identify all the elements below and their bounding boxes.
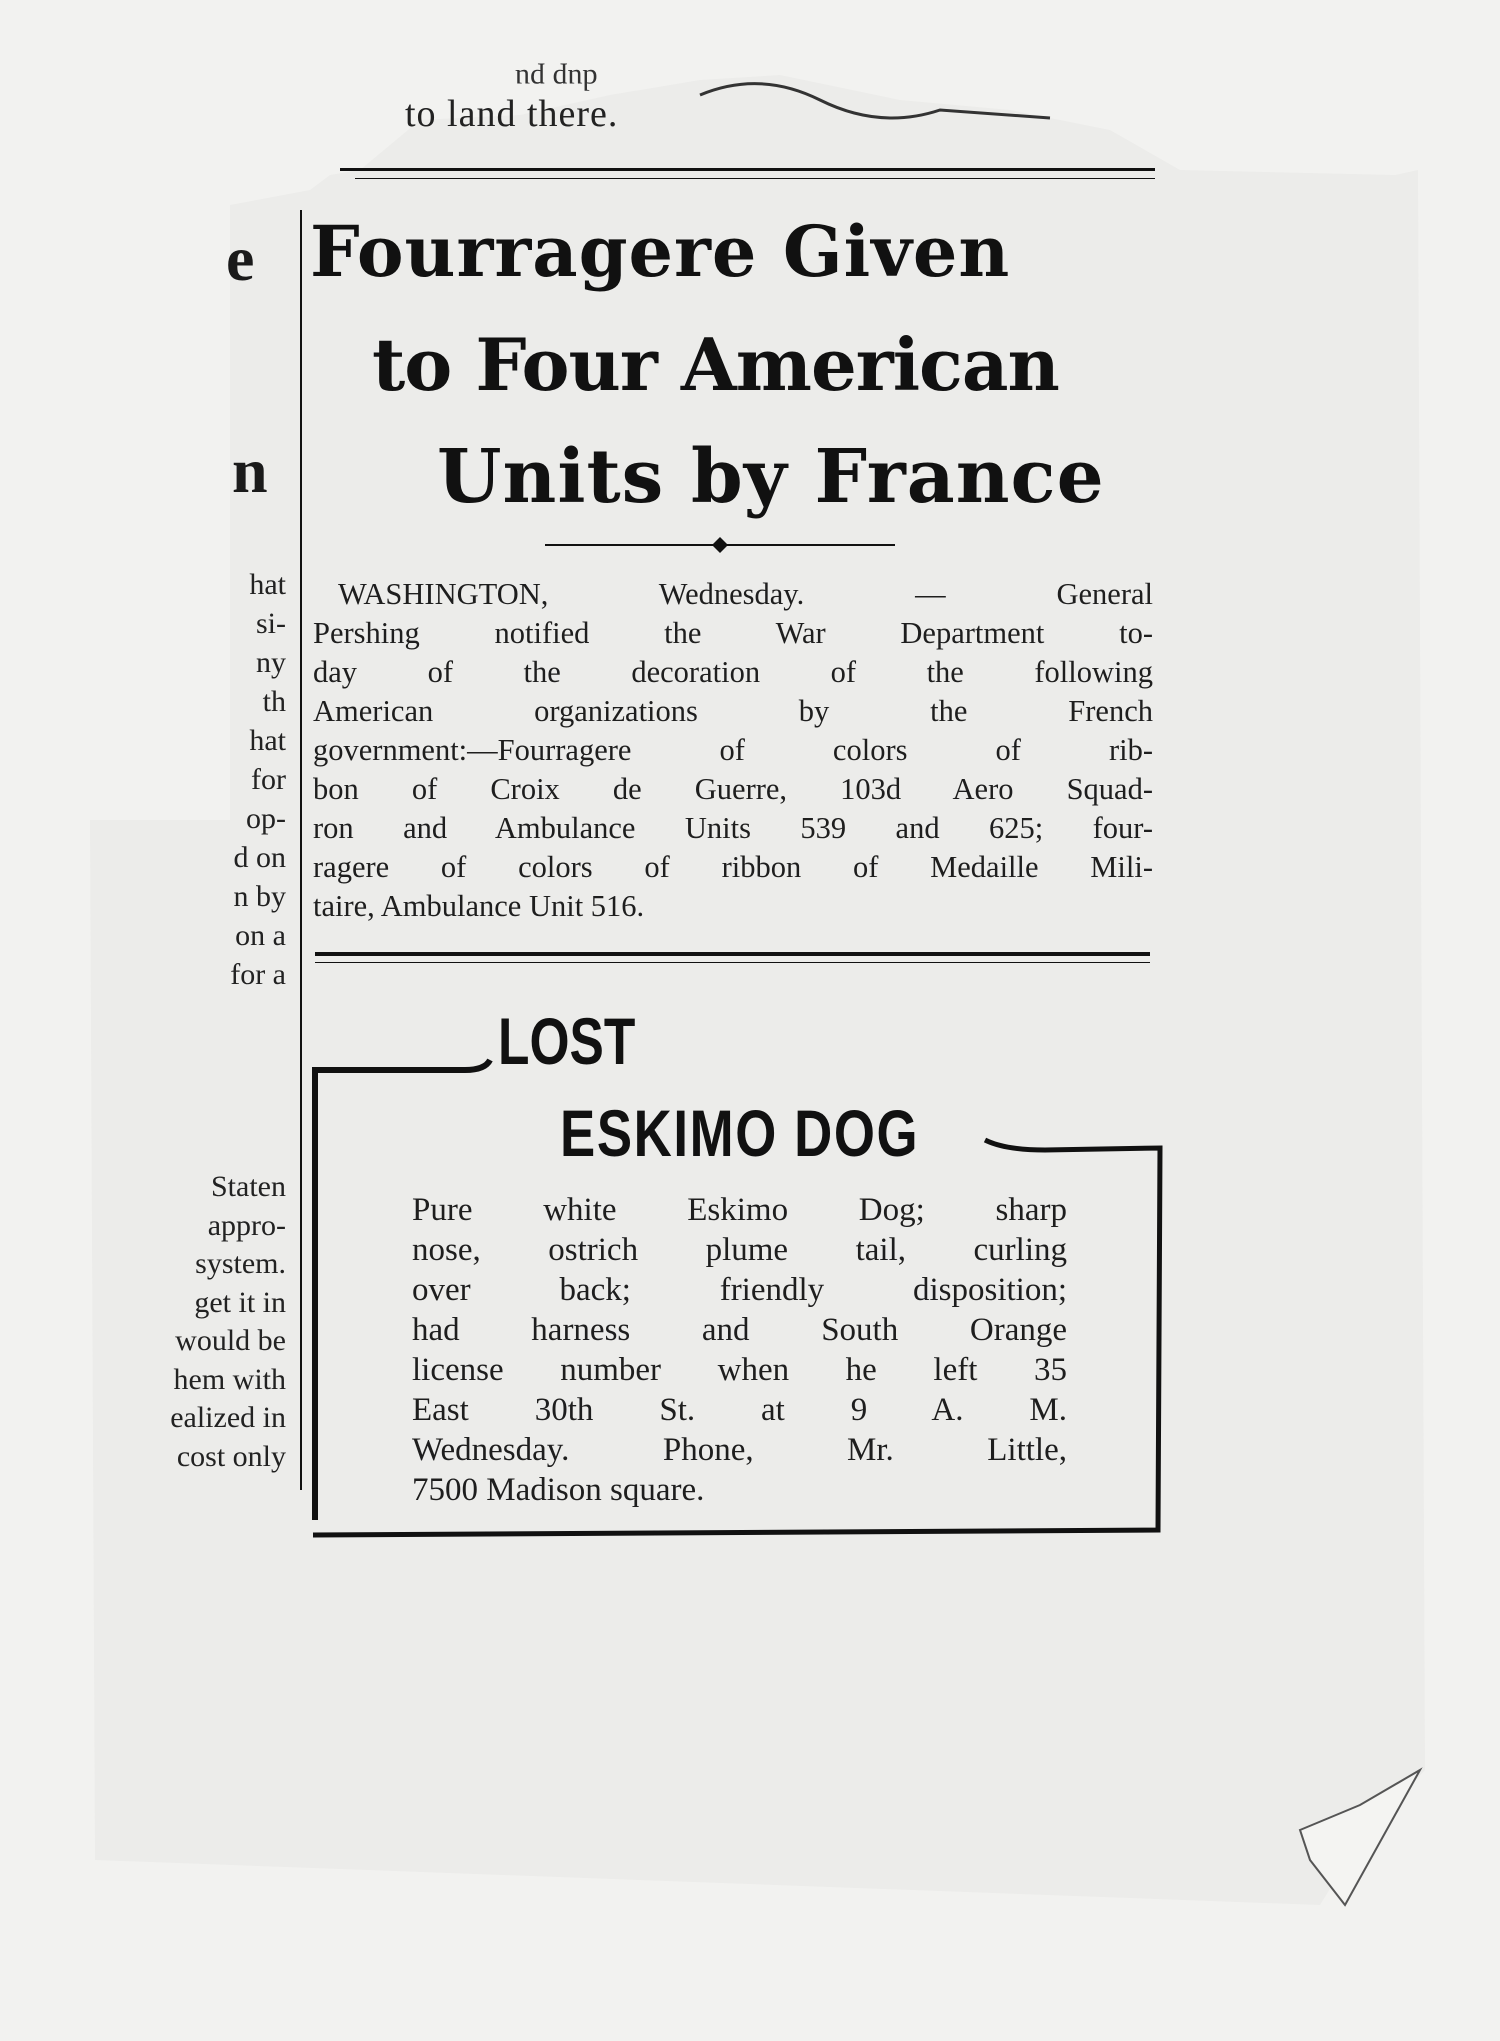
ad-heading-eskimo-dog: ESKIMO DOG bbox=[560, 1096, 920, 1170]
left-headline-fragment-1: e bbox=[226, 223, 255, 294]
section-rule bbox=[315, 952, 1150, 956]
left-line: n by bbox=[233, 880, 286, 913]
article-line: American organizations by the French bbox=[313, 694, 1153, 728]
top-rule bbox=[340, 168, 1155, 171]
left-line: cost only bbox=[176, 1439, 286, 1473]
left-headline-fragment-2: n bbox=[232, 435, 268, 506]
article-body bbox=[313, 575, 1153, 926]
inverted-text-fragment: dup pu bbox=[515, 63, 598, 96]
ad-line: nose, ostrich plume tail, curling bbox=[412, 1232, 1067, 1268]
ad-line: East 30th St. at 9 A. M. bbox=[412, 1392, 1067, 1428]
section-rule-thin bbox=[315, 962, 1150, 963]
left-line: would be bbox=[175, 1324, 286, 1357]
left-column-lower bbox=[90, 1168, 286, 1476]
left-line: Staten bbox=[211, 1170, 286, 1203]
headline-line-2: to Four American bbox=[372, 322, 1059, 407]
left-line: hat bbox=[249, 724, 286, 757]
left-line: system. bbox=[195, 1247, 286, 1280]
headline-line-1: Fourragere Given bbox=[310, 210, 1011, 293]
ad-heading-lost: LOST bbox=[498, 1004, 636, 1078]
article-line: Pershing notified the War Department to- bbox=[313, 616, 1153, 650]
ad-line: over back; friendly disposition; bbox=[412, 1272, 1067, 1308]
article-line: ragere of colors of ribbon of Medaille Mili- bbox=[313, 850, 1153, 884]
left-line: for a bbox=[230, 958, 286, 991]
ad-line: Wednesday. Phone, Mr. Little, bbox=[412, 1432, 1067, 1468]
article-line: government:—Fourragere of colors of rib- bbox=[313, 733, 1153, 767]
ad-body bbox=[412, 1190, 1067, 1510]
column-divider bbox=[300, 210, 302, 1490]
left-line: th bbox=[262, 685, 286, 718]
article-line: ron and Ambulance Units 539 and 625; four- bbox=[313, 811, 1153, 845]
ad-line: license number when he left 35 bbox=[412, 1352, 1067, 1388]
left-line: hat bbox=[249, 568, 286, 601]
left-line: d on bbox=[233, 841, 286, 874]
left-line: ealized in bbox=[170, 1401, 286, 1434]
ad-line: Pure white Eskimo Dog; sharp bbox=[412, 1192, 1067, 1228]
top-text-fragment: to land there. bbox=[405, 93, 619, 135]
left-line: appro- bbox=[207, 1208, 286, 1242]
article-line: taire, Ambulance Unit 516. bbox=[313, 889, 645, 923]
headline-line-3: Units by France bbox=[437, 434, 1105, 520]
left-line: get it in bbox=[194, 1285, 286, 1319]
article-line: day of the decoration of the following bbox=[313, 655, 1153, 689]
left-line: ny bbox=[256, 646, 286, 679]
top-rule-thin bbox=[355, 178, 1155, 179]
left-column-upper bbox=[90, 565, 286, 994]
ad-line: had harness and South Orange bbox=[412, 1312, 1067, 1348]
left-line: for bbox=[251, 763, 286, 796]
ornament-divider bbox=[545, 530, 895, 560]
left-line: op- bbox=[246, 802, 286, 835]
ad-line: 7500 Madison square. bbox=[412, 1472, 705, 1508]
article-line: WASHINGTON, Wednesday. — General bbox=[338, 577, 1153, 611]
left-line: hem with bbox=[173, 1362, 286, 1396]
article-line: bon of Croix de Guerre, 103d Aero Squad- bbox=[313, 772, 1153, 806]
left-line: si- bbox=[256, 607, 286, 640]
left-line: on a bbox=[235, 919, 286, 952]
